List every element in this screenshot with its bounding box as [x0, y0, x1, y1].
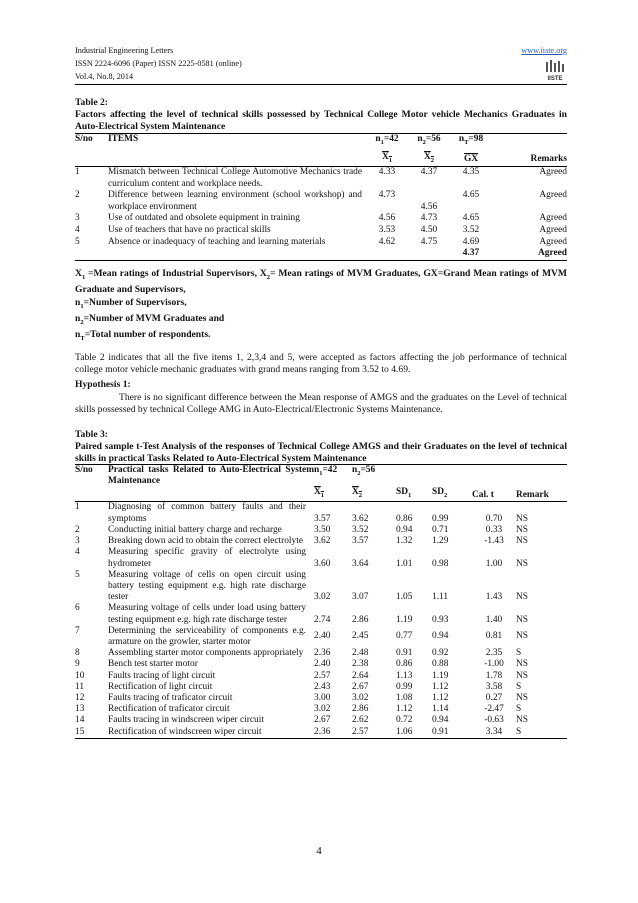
table3-cell-remark: NS — [516, 592, 528, 603]
journal-url[interactable]: www.iiste.org — [521, 46, 567, 55]
table2-caption-block — [75, 97, 567, 134]
table3-cell-sd1: 0.86 — [396, 513, 413, 524]
hypothesis-text: There is no significant difference between the Mean response of AMGS and the graduates on the Level of technical skills possessed by technical College AMG in Auto-Electrical/Electronic Systems Maintenance. — [75, 392, 567, 416]
table3-header-x2: $X_2$ — [352, 487, 363, 500]
table3-body — [75, 502, 567, 738]
table3-cell-remark: S — [516, 704, 522, 715]
table3-cell-x2: 2.86 — [352, 704, 369, 715]
table3-cell-sd2: 0.91 — [432, 727, 472, 739]
table3-cell-sno: 13 — [75, 704, 85, 715]
table2-cell-remark: Agreed — [539, 224, 567, 235]
table3-cell-x1: 3.00 — [314, 692, 331, 703]
table3-cell-sd2: 0.94 — [432, 715, 449, 726]
table3-cell-sno: 1 — [75, 502, 80, 513]
table3-cell-sd1: 1.32 — [396, 536, 413, 547]
table3-row — [75, 727, 567, 739]
table3-cell-sd2: 0.94 — [432, 631, 449, 642]
table2-cell-remark: Agreed — [539, 213, 567, 224]
table3-cell-sd2: 0.98 — [432, 558, 449, 569]
table3-cell-sno: 3 — [75, 536, 80, 547]
table2-cell-sno: 2 — [75, 190, 80, 201]
table3-header-remark: Remark — [516, 487, 567, 502]
table3-cell-sno: 5 — [75, 569, 80, 580]
logo-text: IISTE — [547, 76, 563, 82]
table3-cell-sd1: 1.01 — [396, 558, 413, 569]
table3-cell-x1: 2.40 — [314, 631, 331, 642]
table3-cell-t: 0.81 — [485, 631, 503, 642]
table3-cell-task: Determining the serviceability of components e.g. armature on the growler, starter motor — [108, 625, 306, 647]
table2-cell-gx: 3.52 — [462, 224, 480, 235]
table2-label: Table 2: — [75, 97, 108, 108]
table3-cell-sd1: 1.13 — [396, 670, 413, 681]
table3-cell-remark: NS — [516, 659, 528, 670]
table3-header-sd1: $SD_1$ — [396, 487, 432, 502]
table3-cell-remark: S — [516, 727, 567, 739]
table3-cell-task: Assembling starter motor components appropriately — [108, 648, 304, 659]
table3-row — [75, 603, 567, 625]
table3-row — [75, 715, 567, 726]
table2-cell-x1: 4.33 — [378, 166, 396, 177]
table3-row — [75, 682, 567, 693]
table3-cell-sno: 2 — [75, 524, 80, 535]
table3-cell-x1: 2.43 — [314, 681, 331, 692]
table3-cell-x1: 3.50 — [314, 524, 331, 535]
table3-row — [75, 536, 567, 547]
table2 — [75, 133, 567, 261]
table3-cell-t: 1.40 — [485, 614, 503, 625]
table3-cell-sno: 9 — [75, 659, 80, 670]
table2-header-x2: $X_2$ — [423, 151, 435, 164]
table3-cell-x2: 2.62 — [352, 715, 369, 726]
table2-cell-x2: 4.56 — [420, 201, 438, 212]
table3-cell-remark: S — [516, 681, 522, 692]
table3-header-t: Cal. t — [472, 487, 516, 502]
table3-cell-remark: NS — [516, 715, 528, 726]
table3-cell-x1: 2.74 — [314, 614, 331, 625]
table3-cell-sno: 11 — [75, 681, 85, 692]
table3-row — [75, 547, 567, 569]
table2-row — [75, 225, 567, 237]
header-rule — [75, 84, 567, 85]
table3-cell-x1: 3.02 — [314, 704, 331, 715]
table2-cell-gx: 4.65 — [462, 190, 480, 201]
running-header — [75, 44, 567, 83]
table3-cell-sd2: 1.19 — [432, 670, 449, 681]
table3-cell-task: Faults tracing of traficator circuit — [108, 692, 233, 703]
table3-cell-task: Bench test starter motor — [108, 659, 198, 670]
table2-total-remark: Agreed — [492, 248, 567, 260]
table3-cell-sd2: 1.12 — [432, 692, 449, 703]
table2-header-n2: $n_2=56$ — [408, 134, 450, 149]
legend-line-2: $n_1=Number$ of Supervisors, — [75, 296, 187, 310]
table3-row — [75, 626, 567, 648]
table3-cell-sd1: 0.77 — [396, 631, 413, 642]
table3-cell-x1: 2.36 — [314, 727, 352, 739]
table3-cell-sd2: 1.29 — [432, 536, 449, 547]
table3-cell-t: 1.78 — [485, 670, 503, 681]
table3-header-sd2: $SD_2$ — [432, 487, 472, 502]
table3-cell-x2: 3.64 — [352, 558, 369, 569]
table3-cell-t: 2.35 — [485, 648, 503, 659]
table3-cell-sd2: 1.12 — [432, 681, 449, 692]
table3-cell-sd2: 0.99 — [432, 513, 449, 524]
table2-cell-x2: 4.73 — [420, 213, 438, 224]
table3-cell-x2: 2.38 — [352, 659, 369, 670]
table3-label: Table 3: — [75, 429, 108, 440]
table2-cell-item: Use of outdated and obsolete equipment in training — [108, 213, 300, 224]
table2-cell-sno: 4 — [75, 224, 80, 235]
table3-title: Paired sample t-Test Analysis of the responses of Technical College AMGS and their Graduates on the level of technical skills in practical Tasks Related to Auto-Electrical System Maintenance — [75, 441, 567, 464]
iiste-logo-icon — [543, 58, 567, 82]
table3-cell-sd1: 1.08 — [396, 692, 413, 703]
table3-cell-x2: 2.64 — [352, 670, 369, 681]
table3-cell-task: Breaking down acid to obtain the correct electrolyte — [108, 536, 303, 547]
table3-cell-t: 0.33 — [485, 524, 503, 535]
table2-body — [75, 166, 567, 248]
body-paragraph-1: Table 2 indicates that all the five items 1, 2,3,4 and 5, were accepted as factors affecting the job performance of technical college motor vehicle mechanic graduates with grand means ranging from 3.52 to 4.69. — [75, 352, 567, 376]
table3-cell-sd2: 0.93 — [432, 614, 449, 625]
table2-header-gx: $\overline{GX}$ — [463, 154, 479, 165]
table3-cell-x1: 2.36 — [314, 648, 331, 659]
table3-cell-sd2: 0.92 — [432, 648, 449, 659]
journal-volume: Vol.4, No.8, 2014 — [75, 72, 134, 81]
table3-cell-task: Rectification of windscreen wiper circuit — [108, 727, 314, 739]
table2-row — [75, 213, 567, 225]
table3-cell-remark: NS — [516, 524, 528, 535]
table3-cell-sno: 10 — [75, 670, 85, 681]
table3-cell-remark: NS — [516, 558, 528, 569]
table3-cell-remark: NS — [516, 614, 528, 625]
table3-cell-x2: 3.02 — [352, 692, 369, 703]
table2-cell-x2: 4.50 — [420, 224, 438, 235]
table3-cell-t: -2.47 — [484, 704, 504, 715]
table3-cell-x1: 2.40 — [314, 659, 331, 670]
table2-cell-x1: 4.62 — [378, 236, 396, 247]
table3-cell-sd1: 1.06 — [396, 727, 432, 739]
page-number: 4 — [316, 845, 322, 857]
table2-cell-x1: 3.53 — [378, 224, 396, 235]
table3-cell-t: -1.00 — [484, 659, 504, 670]
table3-header-tasks: Practical tasks Related to Auto-Electrical System Maintenance — [108, 465, 314, 487]
table3-cell-t: 0.70 — [485, 513, 503, 524]
table3-cell-sno: 8 — [75, 648, 80, 659]
table3-cell-sd1: 1.05 — [396, 592, 413, 603]
table2-cell-gx: 4.69 — [462, 236, 480, 247]
table3-header-n2: $n_2=56$ — [352, 465, 396, 488]
table2-cell-remark: Agreed — [539, 190, 567, 201]
table2-title: Factors affecting the level of technical skills possessed by Technical College Motor vehicle Mechanics Graduates in Auto-Electrical System Maintenance — [75, 109, 567, 133]
table3-cell-x1: 3.57 — [314, 513, 331, 524]
table3-cell-sd1: 0.99 — [396, 681, 413, 692]
table3-cell-remark: NS — [516, 513, 528, 524]
table3-cell-remark: NS — [516, 692, 528, 703]
table3-row — [75, 570, 567, 604]
table3-cell-remark: S — [516, 648, 522, 659]
table3-cell-t: -0.63 — [484, 715, 504, 726]
table2-header-x1: $X_1$ — [381, 151, 393, 164]
table2-cell-item: Difference between learning environment (school workshop) and workplace environment — [108, 190, 362, 212]
table3-cell-sd2: 0.88 — [432, 659, 449, 670]
table3-cell-x2: 3.07 — [352, 592, 369, 603]
table3-cell-t: 3.58 — [485, 681, 503, 692]
table3 — [75, 464, 567, 739]
table3-cell-sno: 15 — [75, 727, 108, 739]
table3-cell-x2: 2.45 — [352, 631, 369, 642]
table2-cell-sno: 1 — [75, 166, 80, 177]
table3-row — [75, 659, 567, 670]
table3-cell-t: -1.43 — [484, 536, 504, 547]
legend-line-4: $n_T=Total$ number of respondents. — [75, 328, 211, 342]
table3-caption-block — [75, 429, 567, 465]
table2-row — [75, 166, 567, 190]
table3-cell-remark: NS — [516, 536, 528, 547]
table3-cell-task: Faults tracing of light circuit — [108, 670, 216, 681]
table3-row — [75, 693, 567, 704]
table3-cell-sno: 12 — [75, 692, 85, 703]
legend-line-3: $n_2=Number$ of MVM Graduates and — [75, 312, 225, 326]
table3-cell-t: 0.27 — [485, 692, 503, 703]
journal-issn: ISSN 2224-6096 (Paper) ISSN 2225-0581 (online) — [75, 59, 242, 68]
table2-cell-item: Use of teachers that have no practical skills — [108, 224, 271, 235]
table3-cell-sd1: 0.91 — [396, 648, 413, 659]
table3-cell-sd2: 0.71 — [432, 524, 449, 535]
table3-row — [75, 671, 567, 682]
table2-cell-sno: 5 — [75, 236, 80, 247]
table3-row — [75, 525, 567, 536]
table3-cell-task: Rectification of traficator circuit — [108, 704, 230, 715]
table3-cell-task: Measuring voltage of cells on open circuit using battery testing equipment e.g. high rate discharge tester — [108, 569, 306, 603]
table2-cell-x2: 4.75 — [420, 236, 438, 247]
table3-cell-task: Measuring specific gravity of electrolyte using hydrometer — [108, 547, 306, 569]
table3-row — [75, 704, 567, 715]
table3-cell-remark: NS — [516, 670, 528, 681]
table3-cell-x2: 2.67 — [352, 681, 369, 692]
table3-header-n1: $n_1=42$ — [314, 465, 352, 488]
hypothesis-title: Hypothesis 1: — [75, 379, 131, 390]
table3-cell-t: 3.34 — [472, 727, 516, 739]
table2-header-n1: $n_1=42$ — [366, 134, 408, 149]
table2-cell-x1: 4.73 — [378, 190, 396, 201]
table3-cell-x1: 2.57 — [314, 670, 331, 681]
table3-cell-x1: 3.02 — [314, 592, 331, 603]
table3-cell-sno: 4 — [75, 547, 80, 558]
table3-cell-x2: 3.57 — [352, 536, 369, 547]
table3-cell-x2: 2.57 — [352, 727, 396, 739]
table3-cell-task: Diagnosing of common battery faults and their symptoms — [108, 502, 306, 524]
table3-cell-x2: 3.62 — [352, 513, 369, 524]
table2-legend — [75, 268, 567, 345]
table2-cell-gx: 4.65 — [462, 213, 480, 224]
table3-cell-task: Measuring voltage of cells under load using battery testing equipment e.g. high rate discharge tester — [108, 603, 306, 625]
table2-total-gx: 4.37 — [450, 248, 492, 260]
table2-header-nt: $n_T=98$ — [450, 134, 492, 149]
table3-cell-x1: 2.67 — [314, 715, 331, 726]
table2-row — [75, 190, 567, 213]
table3-row — [75, 648, 567, 659]
table3-header-x1: $X_1$ — [314, 487, 325, 500]
table3-cell-sd1: 0.94 — [396, 524, 413, 535]
table3-cell-task: Faults tracing in windscreen wiper circuit — [108, 715, 264, 726]
table2-cell-gx: 4.35 — [462, 166, 480, 177]
table3-cell-sno: 14 — [75, 715, 85, 726]
table3-cell-sd1: 0.86 — [396, 659, 413, 670]
table2-cell-sno: 3 — [75, 213, 80, 224]
table2-header-remarks: Remarks — [492, 148, 567, 166]
table3-cell-sd2: 1.11 — [432, 592, 449, 603]
table3-cell-task: Conducting initial battery charge and recharge — [108, 524, 282, 535]
legend-line-1: $X_1$ =Mean ratings of Industrial Supervisors, $X_2=$ Mean ratings of MVM Graduates, GX=Grand Mean ratings of MVM Graduate and Supervisors, — [75, 268, 567, 296]
journal-name: Industrial Engineering Letters — [75, 46, 174, 55]
table2-cell-x1: 4.56 — [378, 213, 396, 224]
table3-cell-x1: 3.60 — [314, 558, 331, 569]
table3-cell-t: 1.00 — [485, 558, 503, 569]
table2-cell-x2: 4.37 — [420, 166, 438, 177]
table3-cell-sd2: 1.14 — [432, 704, 449, 715]
table3-cell-sd1: 1.12 — [396, 704, 413, 715]
table3-row — [75, 502, 567, 525]
table3-cell-x2: 3.52 — [352, 524, 369, 535]
table2-cell-remark: Agreed — [539, 166, 567, 177]
table3-cell-sd1: 1.19 — [396, 614, 413, 625]
table3-cell-t: 1.43 — [485, 592, 503, 603]
table3-cell-task: Rectification of light circuit — [108, 681, 213, 692]
table3-cell-x2: 2.48 — [352, 648, 369, 659]
table3-cell-sno: 6 — [75, 603, 80, 614]
table3-cell-x1: 3.62 — [314, 536, 331, 547]
table3-cell-x2: 2.86 — [352, 614, 369, 625]
table2-cell-remark: Agreed — [539, 236, 567, 247]
table3-header-sno: S/no — [75, 465, 108, 488]
table3-cell-sno: 7 — [75, 625, 80, 636]
table2-cell-item: Mismatch between Technical College Automotive Mechanics trade curriculum content and workplace needs. — [108, 166, 362, 189]
table2-cell-item: Absence or inadequacy of teaching and learning materials — [108, 236, 326, 247]
table3-cell-sd1: 0.72 — [396, 715, 413, 726]
table2-row — [75, 237, 567, 249]
table2-header-items: ITEMS — [108, 134, 366, 149]
table3-cell-remark: NS — [516, 631, 528, 642]
table2-header-sno: S/no — [75, 134, 108, 149]
